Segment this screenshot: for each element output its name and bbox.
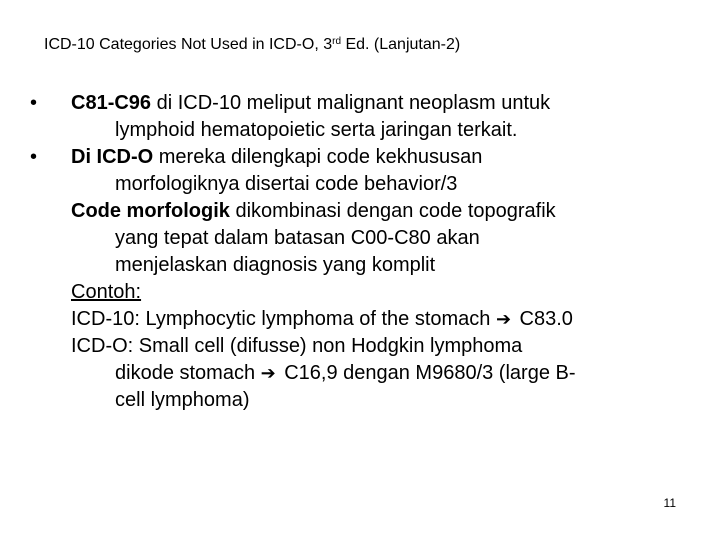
example-icdo-continuation-1 bbox=[30, 360, 700, 387]
bullet-c81-bold: C81-C96 bbox=[71, 92, 152, 114]
title-rest: Ed. (Lanjutan-2) bbox=[341, 36, 461, 53]
example-icd10-text: ICD-10: Lymphocytic lymphoma of the stomach bbox=[71, 308, 496, 330]
example-icdo bbox=[30, 333, 700, 360]
title-main: ICD-10 Categories Not Used in ICD-O, 3 bbox=[44, 36, 333, 53]
paragraph-continuation-2 bbox=[30, 252, 700, 279]
bullet-item-icdo bbox=[30, 144, 700, 171]
example-icd10-code: C83.0 bbox=[513, 308, 573, 330]
bullet-icon: • bbox=[30, 92, 38, 114]
paragraph-text: dikombinasi dengan code topografik bbox=[229, 200, 556, 222]
slide-content bbox=[30, 90, 700, 414]
paragraph-cont-text-2: menjelaskan diagnosis yang komplit bbox=[115, 254, 436, 276]
example-icdo-cont-text-2: cell lymphoma) bbox=[115, 389, 250, 411]
example-icdo-cont-post: C16,9 dengan M9680/3 (large B- bbox=[278, 362, 576, 384]
example-heading-text: Contoh: bbox=[71, 281, 142, 303]
bullet-icon: • bbox=[30, 146, 38, 168]
right-arrow-icon: ➔ bbox=[260, 363, 276, 383]
bullet-icdo-text: mereka dilengkapi code kekhususan bbox=[153, 146, 483, 168]
bullet-icdo-cont-text: morfologiknya disertai code behavior/3 bbox=[115, 173, 458, 195]
right-arrow-icon: ➔ bbox=[495, 309, 512, 329]
example-icd10 bbox=[30, 306, 700, 333]
paragraph-bold: Code morfologik bbox=[71, 200, 230, 222]
title-superscript: rd bbox=[332, 36, 342, 47]
page-number: 11 bbox=[663, 496, 676, 510]
bullet-c81-text: di ICD-10 meliput malignant neoplasm untuk bbox=[151, 92, 551, 114]
bullet-c81-cont-text: lymphoid hematopoietic serta jaringan terkait. bbox=[115, 119, 518, 141]
paragraph-code-morfologik bbox=[30, 198, 700, 225]
bullet-item-c81 bbox=[30, 90, 700, 117]
bullet-icdo-continuation bbox=[30, 171, 700, 198]
paragraph-cont-text-1: yang tepat dalam batasan C00-C80 akan bbox=[115, 227, 480, 249]
slide-title bbox=[44, 34, 460, 56]
example-icdo-continuation-2 bbox=[30, 387, 700, 414]
bullet-icdo-bold: Di ICD-O bbox=[71, 146, 154, 168]
bullet-c81-continuation bbox=[30, 117, 700, 144]
example-icdo-text: ICD-O: Small cell (difusse) non Hodgkin lymphoma bbox=[71, 335, 523, 357]
paragraph-continuation-1 bbox=[30, 225, 700, 252]
example-heading bbox=[30, 279, 700, 306]
example-icdo-cont-pre: dikode stomach bbox=[115, 362, 261, 384]
